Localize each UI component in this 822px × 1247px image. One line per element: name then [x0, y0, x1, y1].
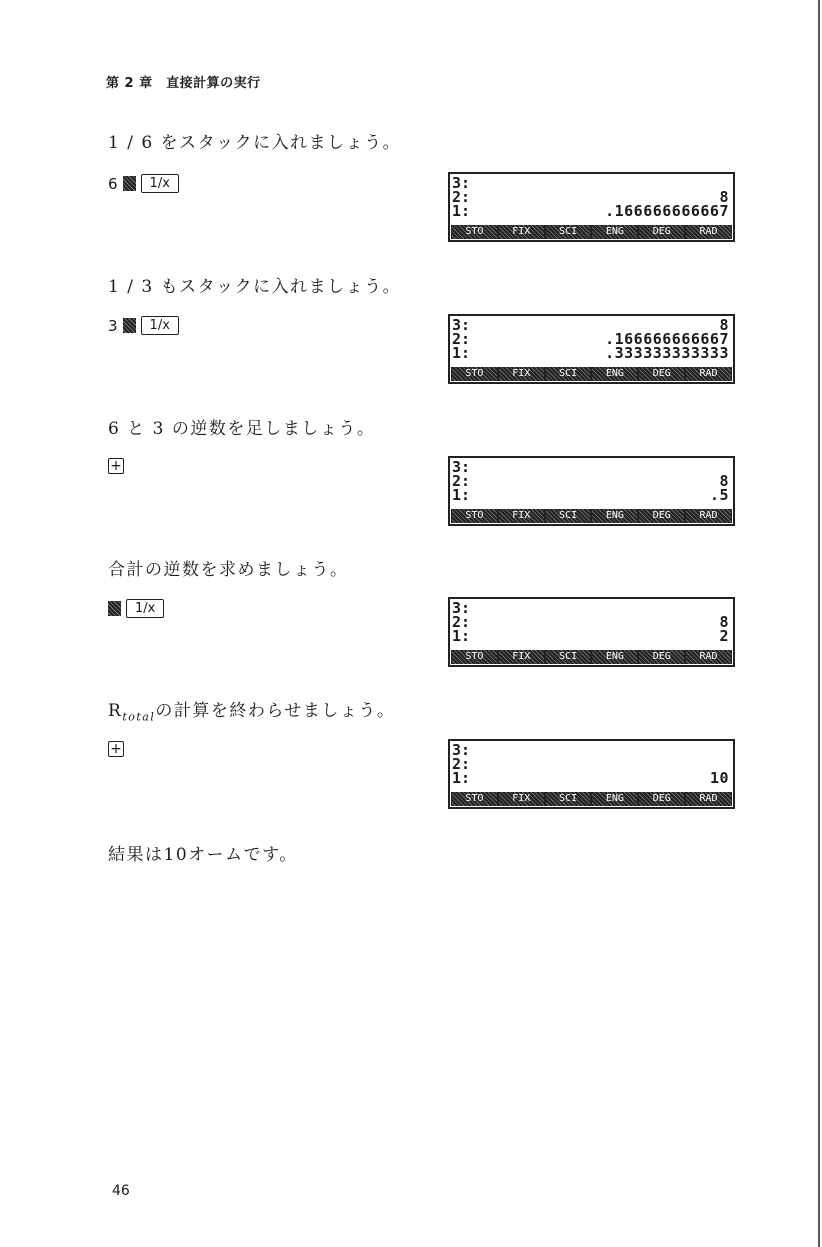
stack-level-2-label: 2: — [452, 755, 471, 773]
menu-rad: RAD — [686, 792, 731, 806]
step-1-text: 1 / 6 をスタックに入れましょう。 — [108, 133, 402, 153]
calculator-display-1 — [448, 172, 735, 242]
menu-rad: RAD — [686, 225, 731, 239]
stack-level-2-label: 2: — [452, 472, 471, 490]
stack-level-2-label: 2: — [452, 188, 471, 206]
r-subscript: total — [122, 710, 156, 724]
step-2-text: 1 / 3 もスタックに入れましょう。 — [108, 277, 402, 297]
menu-eng: ENG — [592, 225, 637, 239]
menu-fix: FIX — [499, 225, 544, 239]
stack-level-1-value: .5 — [709, 486, 729, 504]
stack-level-1-value: 2 — [719, 627, 729, 645]
menu-deg: DEG — [639, 792, 684, 806]
stack-level-3-label: 3: — [452, 599, 471, 617]
stack-level-3-label: 3: — [452, 458, 471, 476]
digit-key: 3 — [108, 316, 118, 335]
shift-key-icon — [108, 601, 121, 616]
page-number: 46 — [112, 1183, 130, 1199]
calculator-display-5 — [448, 739, 735, 809]
menu-deg: DEG — [639, 509, 684, 523]
inverse-key: 1/x — [126, 599, 164, 618]
menu-sci: SCI — [546, 650, 591, 664]
shift-key-icon — [123, 176, 136, 191]
digit-key: 6 — [108, 174, 118, 193]
plus-key: + — [108, 458, 124, 474]
stack-level-1-label: 1: — [452, 486, 471, 504]
step-2-keys — [108, 316, 179, 335]
inverse-key: 1/x — [141, 174, 179, 193]
plus-key: + — [108, 741, 124, 757]
result-text: 結果は10オームです。 — [108, 845, 298, 865]
step-5-keys — [108, 741, 124, 757]
r-symbol: R — [108, 701, 123, 721]
inverse-key: 1/x — [141, 316, 179, 335]
step-3-text: 6 と 3 の逆数を足しましょう。 — [108, 419, 376, 439]
stack-level-2-value: 8 — [719, 188, 729, 206]
menu-fix: FIX — [499, 650, 544, 664]
step-4-text: 合計の逆数を求めましょう。 — [108, 560, 349, 580]
stack-level-2-value: 8 — [719, 472, 729, 490]
stack-level-2-value: .166666666667 — [605, 330, 729, 348]
stack-level-1-label: 1: — [452, 202, 471, 220]
chapter-header: 第 2 章 直接計算の実行 — [106, 76, 261, 91]
menu-sci: SCI — [546, 792, 591, 806]
menu-deg: DEG — [639, 367, 684, 381]
menu-fix: FIX — [499, 367, 544, 381]
menu-eng: ENG — [592, 509, 637, 523]
softkey-menu — [451, 367, 732, 381]
stack-level-3-label: 3: — [452, 174, 471, 192]
stack-level-3-label: 3: — [452, 316, 471, 334]
stack-level-2-label: 2: — [452, 613, 471, 631]
menu-sto: STO — [452, 225, 497, 239]
softkey-menu — [451, 509, 732, 523]
stack-level-1-value: .333333333333 — [605, 344, 729, 362]
stack-level-2-value: 8 — [719, 613, 729, 631]
menu-sci: SCI — [546, 225, 591, 239]
step-5-suffix: の計算を終わらせましょう。 — [155, 701, 396, 721]
step-5-text — [108, 696, 395, 723]
menu-sci: SCI — [546, 509, 591, 523]
menu-fix: FIX — [499, 509, 544, 523]
stack-level-2-label: 2: — [452, 330, 471, 348]
menu-eng: ENG — [592, 792, 637, 806]
menu-eng: ENG — [592, 650, 637, 664]
menu-sto: STO — [452, 792, 497, 806]
calculator-display-4 — [448, 597, 735, 667]
softkey-menu — [451, 225, 732, 239]
menu-rad: RAD — [686, 650, 731, 664]
stack-level-1-label: 1: — [452, 769, 471, 787]
menu-fix: FIX — [499, 792, 544, 806]
menu-sto: STO — [452, 650, 497, 664]
page-edge-rule — [818, 0, 820, 1247]
menu-eng: ENG — [592, 367, 637, 381]
calculator-display-3 — [448, 456, 735, 526]
menu-sto: STO — [452, 509, 497, 523]
menu-sto: STO — [452, 367, 497, 381]
menu-rad: RAD — [686, 509, 731, 523]
step-4-keys — [108, 599, 164, 618]
calculator-display-2 — [448, 314, 735, 384]
menu-sci: SCI — [546, 367, 591, 381]
softkey-menu — [451, 792, 732, 806]
stack-level-3-label: 3: — [452, 741, 471, 759]
step-1-keys — [108, 174, 179, 193]
stack-level-1-value: 10 — [709, 769, 729, 787]
menu-deg: DEG — [639, 650, 684, 664]
step-3-keys — [108, 458, 124, 474]
shift-key-icon — [123, 318, 136, 333]
softkey-menu — [451, 650, 732, 664]
menu-deg: DEG — [639, 225, 684, 239]
menu-rad: RAD — [686, 367, 731, 381]
stack-level-3-value: 8 — [719, 316, 729, 334]
stack-level-1-value: .166666666667 — [605, 202, 729, 220]
stack-level-1-label: 1: — [452, 627, 471, 645]
stack-level-1-label: 1: — [452, 344, 471, 362]
